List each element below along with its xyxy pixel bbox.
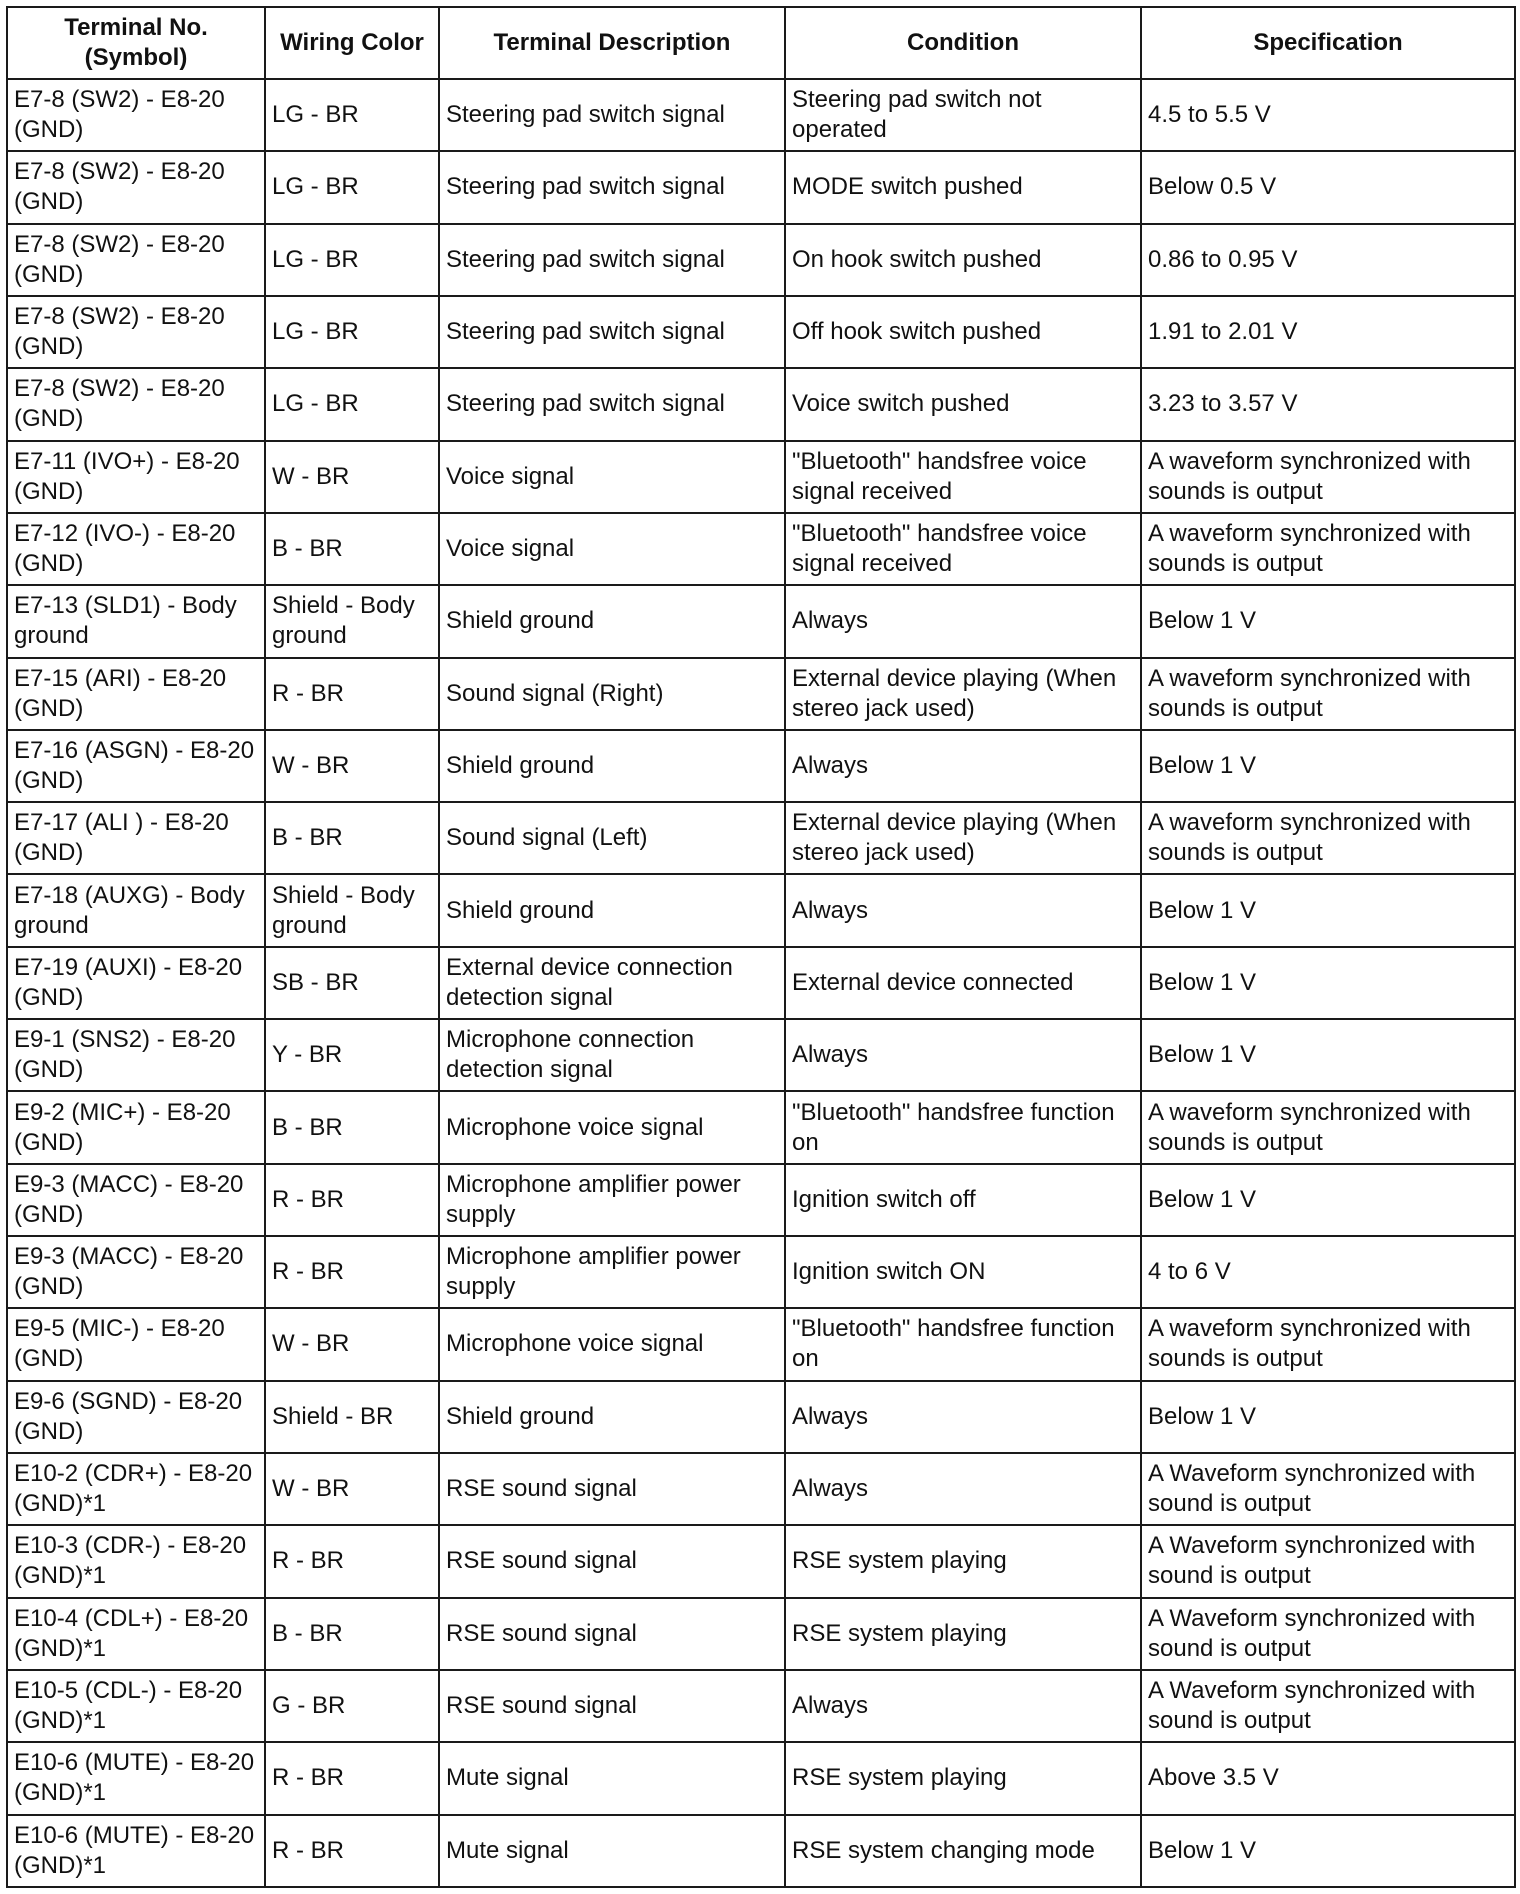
cell-condition: MODE switch pushed <box>785 151 1141 223</box>
cell-terminal-description: Voice signal <box>439 513 785 585</box>
cell-terminal: E7-13 (SLD1) - Body ground <box>7 585 265 657</box>
cell-terminal: E7-8 (SW2) - E8-20 (GND) <box>7 224 265 296</box>
cell-terminal-description: Microphone amplifier power supply <box>439 1164 785 1236</box>
terminal-spec-sheet <box>6 6 1514 1888</box>
cell-terminal-description: Steering pad switch signal <box>439 296 785 368</box>
cell-terminal: E9-2 (MIC+) - E8-20 (GND) <box>7 1091 265 1163</box>
cell-specification: Below 1 V <box>1141 947 1515 1019</box>
cell-terminal: E9-5 (MIC-) - E8-20 (GND) <box>7 1308 265 1380</box>
cell-terminal-description: Shield ground <box>439 1381 785 1453</box>
terminal-spec-table <box>6 6 1516 1888</box>
cell-condition: External device playing (When stereo jack used) <box>785 802 1141 874</box>
cell-terminal-description: Sound signal (Left) <box>439 802 785 874</box>
table-row <box>7 1742 1515 1814</box>
table-row <box>7 151 1515 223</box>
cell-wiring-color: LG - BR <box>265 224 439 296</box>
cell-specification: A Waveform synchronized with sound is output <box>1141 1525 1515 1597</box>
cell-wiring-color: B - BR <box>265 1091 439 1163</box>
table-row <box>7 658 1515 730</box>
cell-wiring-color: R - BR <box>265 1236 439 1308</box>
cell-condition: External device playing (When stereo jack used) <box>785 658 1141 730</box>
cell-specification: A Waveform synchronized with sound is output <box>1141 1598 1515 1670</box>
cell-specification: Below 1 V <box>1141 874 1515 946</box>
cell-wiring-color: W - BR <box>265 730 439 802</box>
cell-terminal: E9-1 (SNS2) - E8-20 (GND) <box>7 1019 265 1091</box>
cell-specification: A waveform synchronized with sounds is output <box>1141 658 1515 730</box>
cell-terminal: E7-19 (AUXI) - E8-20 (GND) <box>7 947 265 1019</box>
cell-terminal: E7-8 (SW2) - E8-20 (GND) <box>7 368 265 440</box>
header-terminal-description: Terminal Description <box>439 7 785 79</box>
table-row <box>7 1019 1515 1091</box>
cell-specification: Below 1 V <box>1141 585 1515 657</box>
cell-specification: Below 1 V <box>1141 730 1515 802</box>
cell-wiring-color: LG - BR <box>265 368 439 440</box>
table-row <box>7 224 1515 296</box>
cell-wiring-color: Shield - BR <box>265 1381 439 1453</box>
cell-specification: A waveform synchronized with sounds is output <box>1141 1308 1515 1380</box>
cell-terminal: E7-12 (IVO-) - E8-20 (GND) <box>7 513 265 585</box>
cell-wiring-color: R - BR <box>265 1815 439 1888</box>
cell-specification: A Waveform synchronized with sound is output <box>1141 1453 1515 1525</box>
table-row <box>7 296 1515 368</box>
cell-specification: Below 1 V <box>1141 1815 1515 1888</box>
cell-condition: "Bluetooth" handsfree function on <box>785 1091 1141 1163</box>
cell-specification: Above 3.5 V <box>1141 1742 1515 1814</box>
cell-condition: RSE system changing mode <box>785 1815 1141 1888</box>
cell-condition: Always <box>785 1453 1141 1525</box>
cell-condition: Always <box>785 874 1141 946</box>
cell-terminal: E10-6 (MUTE) - E8-20 (GND)*1 <box>7 1815 265 1888</box>
cell-terminal-description: Shield ground <box>439 874 785 946</box>
header-wiring-color: Wiring Color <box>265 7 439 79</box>
cell-terminal-description: Microphone amplifier power supply <box>439 1236 785 1308</box>
table-header-row <box>7 7 1515 79</box>
table-row <box>7 1670 1515 1742</box>
cell-wiring-color: LG - BR <box>265 79 439 151</box>
cell-specification: Below 1 V <box>1141 1019 1515 1091</box>
cell-specification: 3.23 to 3.57 V <box>1141 368 1515 440</box>
cell-specification: A waveform synchronized with sounds is output <box>1141 802 1515 874</box>
cell-condition: Always <box>785 585 1141 657</box>
table-row <box>7 513 1515 585</box>
cell-terminal-description: Voice signal <box>439 441 785 513</box>
cell-wiring-color: SB - BR <box>265 947 439 1019</box>
table-row <box>7 1236 1515 1308</box>
cell-terminal: E10-2 (CDR+) - E8-20 (GND)*1 <box>7 1453 265 1525</box>
cell-wiring-color: B - BR <box>265 513 439 585</box>
cell-wiring-color: B - BR <box>265 1598 439 1670</box>
cell-terminal: E7-8 (SW2) - E8-20 (GND) <box>7 151 265 223</box>
cell-terminal: E10-3 (CDR-) - E8-20 (GND)*1 <box>7 1525 265 1597</box>
cell-condition: Always <box>785 1670 1141 1742</box>
cell-wiring-color: R - BR <box>265 1164 439 1236</box>
cell-condition: RSE system playing <box>785 1742 1141 1814</box>
cell-terminal: E10-4 (CDL+) - E8-20 (GND)*1 <box>7 1598 265 1670</box>
cell-terminal: E9-3 (MACC) - E8-20 (GND) <box>7 1236 265 1308</box>
cell-condition: "Bluetooth" handsfree voice signal received <box>785 513 1141 585</box>
header-specification: Specification <box>1141 7 1515 79</box>
cell-specification: Below 1 V <box>1141 1381 1515 1453</box>
cell-wiring-color: W - BR <box>265 1308 439 1380</box>
cell-specification: A waveform synchronized with sounds is output <box>1141 1091 1515 1163</box>
cell-terminal-description: RSE sound signal <box>439 1670 785 1742</box>
cell-specification: 4 to 6 V <box>1141 1236 1515 1308</box>
cell-terminal-description: Steering pad switch signal <box>439 79 785 151</box>
table-row <box>7 1308 1515 1380</box>
cell-specification: A Waveform synchronized with sound is output <box>1141 1670 1515 1742</box>
cell-wiring-color: R - BR <box>265 1742 439 1814</box>
cell-wiring-color: Y - BR <box>265 1019 439 1091</box>
cell-specification: Below 1 V <box>1141 1164 1515 1236</box>
table-row <box>7 1381 1515 1453</box>
cell-terminal-description: Sound signal (Right) <box>439 658 785 730</box>
header-terminal-line2: (Symbol) <box>84 44 188 71</box>
table-row <box>7 874 1515 946</box>
cell-condition: On hook switch pushed <box>785 224 1141 296</box>
cell-condition: Ignition switch ON <box>785 1236 1141 1308</box>
table-row <box>7 1091 1515 1163</box>
cell-terminal: E10-6 (MUTE) - E8-20 (GND)*1 <box>7 1742 265 1814</box>
table-row <box>7 1598 1515 1670</box>
cell-terminal: E7-15 (ARI) - E8-20 (GND) <box>7 658 265 730</box>
cell-terminal-description: Steering pad switch signal <box>439 224 785 296</box>
cell-terminal: E7-8 (SW2) - E8-20 (GND) <box>7 79 265 151</box>
header-condition: Condition <box>785 7 1141 79</box>
cell-terminal-description: Steering pad switch signal <box>439 368 785 440</box>
header-terminal-no <box>7 7 265 79</box>
cell-terminal-description: Microphone connection detection signal <box>439 1019 785 1091</box>
cell-terminal-description: Mute signal <box>439 1815 785 1888</box>
cell-wiring-color: LG - BR <box>265 296 439 368</box>
table-row <box>7 947 1515 1019</box>
cell-terminal-description: RSE sound signal <box>439 1453 785 1525</box>
cell-condition: Always <box>785 730 1141 802</box>
cell-terminal: E9-3 (MACC) - E8-20 (GND) <box>7 1164 265 1236</box>
cell-wiring-color: LG - BR <box>265 151 439 223</box>
cell-terminal-description: External device connection detection signal <box>439 947 785 1019</box>
cell-terminal: E7-16 (ASGN) - E8-20 (GND) <box>7 730 265 802</box>
cell-terminal-description: RSE sound signal <box>439 1525 785 1597</box>
cell-terminal: E7-8 (SW2) - E8-20 (GND) <box>7 296 265 368</box>
cell-terminal-description: Microphone voice signal <box>439 1091 785 1163</box>
cell-wiring-color: Shield - Body ground <box>265 874 439 946</box>
cell-terminal: E7-17 (ALI ) - E8-20 (GND) <box>7 802 265 874</box>
table-row <box>7 1815 1515 1888</box>
cell-terminal: E7-18 (AUXG) - Body ground <box>7 874 265 946</box>
cell-condition: RSE system playing <box>785 1525 1141 1597</box>
cell-condition: Voice switch pushed <box>785 368 1141 440</box>
cell-terminal-description: Shield ground <box>439 730 785 802</box>
cell-terminal: E10-5 (CDL-) - E8-20 (GND)*1 <box>7 1670 265 1742</box>
cell-wiring-color: B - BR <box>265 802 439 874</box>
cell-specification: 4.5 to 5.5 V <box>1141 79 1515 151</box>
cell-condition: Off hook switch pushed <box>785 296 1141 368</box>
cell-wiring-color: G - BR <box>265 1670 439 1742</box>
cell-condition: "Bluetooth" handsfree function on <box>785 1308 1141 1380</box>
table-row <box>7 730 1515 802</box>
table-row <box>7 585 1515 657</box>
table-row <box>7 368 1515 440</box>
table-row <box>7 1164 1515 1236</box>
cell-specification: 0.86 to 0.95 V <box>1141 224 1515 296</box>
table-row <box>7 1525 1515 1597</box>
cell-wiring-color: W - BR <box>265 1453 439 1525</box>
table-row <box>7 802 1515 874</box>
table-body <box>7 79 1515 1887</box>
cell-specification: 1.91 to 2.01 V <box>1141 296 1515 368</box>
cell-condition: Steering pad switch not operated <box>785 79 1141 151</box>
cell-condition: "Bluetooth" handsfree voice signal received <box>785 441 1141 513</box>
table-row <box>7 1453 1515 1525</box>
cell-terminal-description: Steering pad switch signal <box>439 151 785 223</box>
cell-terminal-description: Shield ground <box>439 585 785 657</box>
cell-terminal: E9-6 (SGND) - E8-20 (GND) <box>7 1381 265 1453</box>
table-row <box>7 441 1515 513</box>
cell-specification: A waveform synchronized with sounds is output <box>1141 513 1515 585</box>
cell-terminal: E7-11 (IVO+) - E8-20 (GND) <box>7 441 265 513</box>
cell-wiring-color: R - BR <box>265 658 439 730</box>
cell-specification: Below 0.5 V <box>1141 151 1515 223</box>
cell-wiring-color: W - BR <box>265 441 439 513</box>
cell-condition: Always <box>785 1019 1141 1091</box>
cell-condition: Always <box>785 1381 1141 1453</box>
cell-condition: Ignition switch off <box>785 1164 1141 1236</box>
cell-terminal-description: RSE sound signal <box>439 1598 785 1670</box>
cell-specification: A waveform synchronized with sounds is output <box>1141 441 1515 513</box>
header-terminal-line1: Terminal No. <box>64 14 208 41</box>
cell-terminal-description: Mute signal <box>439 1742 785 1814</box>
cell-wiring-color: R - BR <box>265 1525 439 1597</box>
table-row <box>7 79 1515 151</box>
cell-terminal-description: Microphone voice signal <box>439 1308 785 1380</box>
cell-wiring-color: Shield - Body ground <box>265 585 439 657</box>
cell-condition: RSE system playing <box>785 1598 1141 1670</box>
cell-condition: External device connected <box>785 947 1141 1019</box>
